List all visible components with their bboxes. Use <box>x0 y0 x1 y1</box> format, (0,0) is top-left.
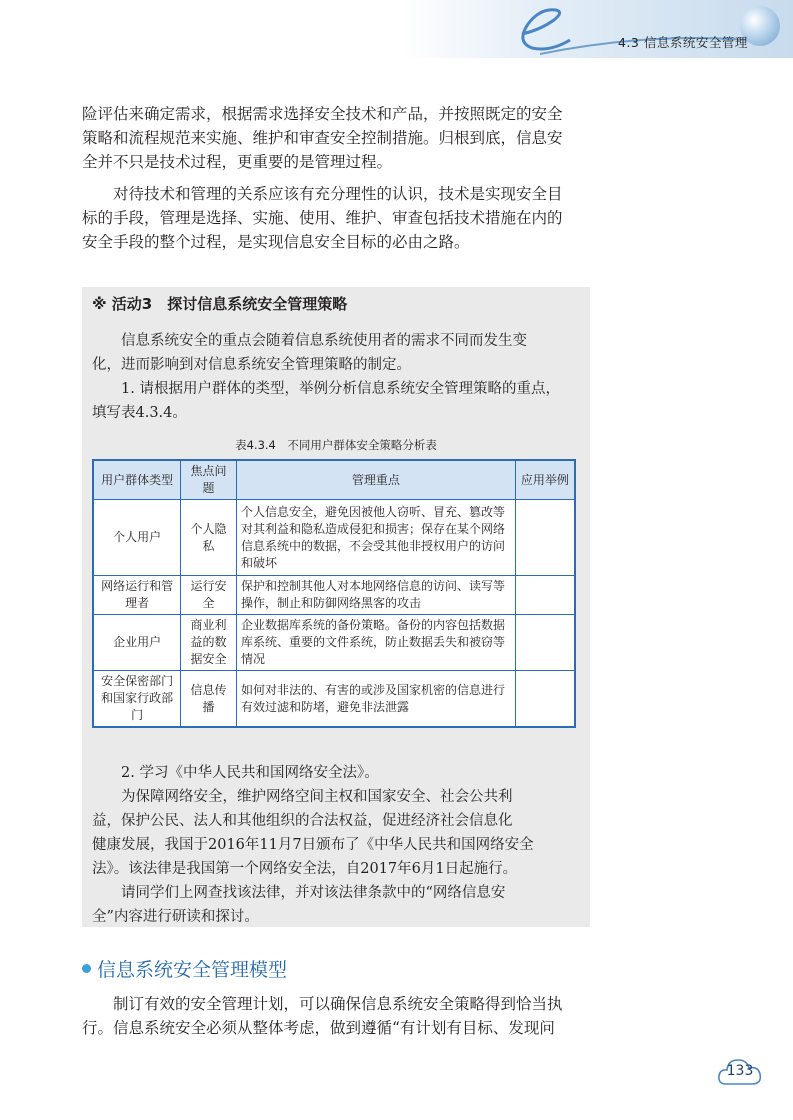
cell-key-points: 保护和控制其他人对本地网络信息的访问、读写等操作，制止和防御网络黑客的攻击 <box>236 576 515 615</box>
text-line: 化，进而影响到对信息系统安全管理策略的制定。 <box>92 357 411 373</box>
table-row <box>93 576 575 615</box>
text-line: 行。信息系统安全必须从整体考虑，做到遵循“有计划有目标、发现问 <box>82 1019 555 1037</box>
text-line: 益，保护公民、法人和其他组织的合法权益，促进经济社会信息化 <box>92 813 513 829</box>
section-title: 信息系统安全管理模型 <box>97 959 288 981</box>
header-focus: 焦点问题 <box>181 460 237 500</box>
activity-box <box>82 287 590 927</box>
cell-example-input[interactable] <box>515 671 575 728</box>
text-line: 全”内容进行研读和探讨。 <box>92 909 259 925</box>
table-row <box>93 500 575 576</box>
text-line: 2. 学习《中华人民共和国网络安全法》。 <box>92 765 379 781</box>
table-caption: 表4.3.4 不同用户群体安全策略分析表 <box>235 438 437 452</box>
activity-title: ※ 活动3 探讨信息系统安全管理策略 <box>92 295 348 313</box>
cell-focus: 运行安全 <box>181 576 237 615</box>
header-section-label: 4.3 信息系统安全管理 <box>618 35 748 50</box>
header-user-type: 用户群体类型 <box>93 460 181 500</box>
text-line: 全并不只是技术过程，更重要的是管理过程。 <box>82 153 393 171</box>
cell-user-type: 安全保密部门和国家行政部门 <box>93 671 181 728</box>
text-line: 险评估来确定需求，根据需求选择安全技术和产品，并按照既定的安全 <box>82 105 563 123</box>
text-line: 对待技术和管理的关系应该有充分理性的认识，技术是实现安全目 <box>82 185 563 203</box>
cell-user-type: 个人用户 <box>93 500 181 576</box>
section-heading <box>82 955 287 982</box>
text-line: 1. 请根据用户群体的类型，举例分析信息系统安全管理策略的重点， <box>92 381 560 397</box>
cell-focus: 商业利益的数据安全 <box>181 615 237 671</box>
cell-example-input[interactable] <box>515 500 575 576</box>
bullet-dot-icon <box>82 964 91 973</box>
header-example: 应用举例 <box>515 460 575 500</box>
text-line: 制订有效的安全管理计划，可以确保信息系统安全策略得到恰当执 <box>82 995 563 1013</box>
intro-paragraph-1 <box>82 102 590 174</box>
text-line: 安全手段的整个过程，是实现信息安全目标的必由之路。 <box>82 233 470 251</box>
text-line: 填写表4.3.4。 <box>92 405 187 421</box>
strategy-table <box>92 459 576 728</box>
section-paragraph <box>82 992 590 1040</box>
text-line: 请同学们上网查找该法律，并对该法律条款中的“网络信息安 <box>92 885 506 901</box>
page-number: 133 <box>726 1063 754 1079</box>
table-row <box>93 671 575 728</box>
cell-user-type: 企业用户 <box>93 615 181 671</box>
text-line: 信息系统安全的重点会随着信息系统使用者的需求不同而发生变 <box>92 333 527 349</box>
text-line: 为保障网络安全，维护网络空间主权和国家安全、社会公共利 <box>92 789 513 805</box>
activity-intro <box>92 329 582 425</box>
cell-key-points: 如何对非法的、有害的或涉及国家机密的信息进行有效过滤和防堵，避免非法泄露 <box>236 671 515 728</box>
cell-key-points: 企业数据库系统的备份策略。备份的内容包括数据库系统、重要的文件系统，防止数据丢失和被窃等情况 <box>236 615 515 671</box>
text-line: 健康发展，我国于2016年11月7日颁布了《中华人民共和国网络安全 <box>92 837 534 853</box>
text-line: 法》。该法律是我国第一个网络安全法，自2017年6月1日起施行。 <box>92 861 518 877</box>
cell-user-type: 网络运行和管理者 <box>93 576 181 615</box>
text-line: 标的手段，管理是选择、实施、使用、维护、审查包括技术措施在内的 <box>82 209 563 227</box>
intro-paragraph-2 <box>82 182 590 254</box>
cell-key-points: 个人信息安全，避免因被他人窃听、冒充、篡改等对其利益和隐私造成侵犯和损害；保存在某个网络信息系统中的数据，不会受其他非授权用户的访问和破坏 <box>236 500 515 576</box>
e-logo-icon <box>510 6 580 52</box>
header-key-points: 管理重点 <box>236 460 515 500</box>
law-study-text <box>92 761 582 929</box>
cell-example-input[interactable] <box>515 576 575 615</box>
table-header-row <box>93 460 575 500</box>
cell-focus: 信息传播 <box>181 671 237 728</box>
cell-example-input[interactable] <box>515 615 575 671</box>
table-row <box>93 615 575 671</box>
text-line: 策略和流程规范来实施、维护和审查安全控制措施。归根到底，信息安 <box>82 129 563 147</box>
cell-focus: 个人隐私 <box>181 500 237 576</box>
